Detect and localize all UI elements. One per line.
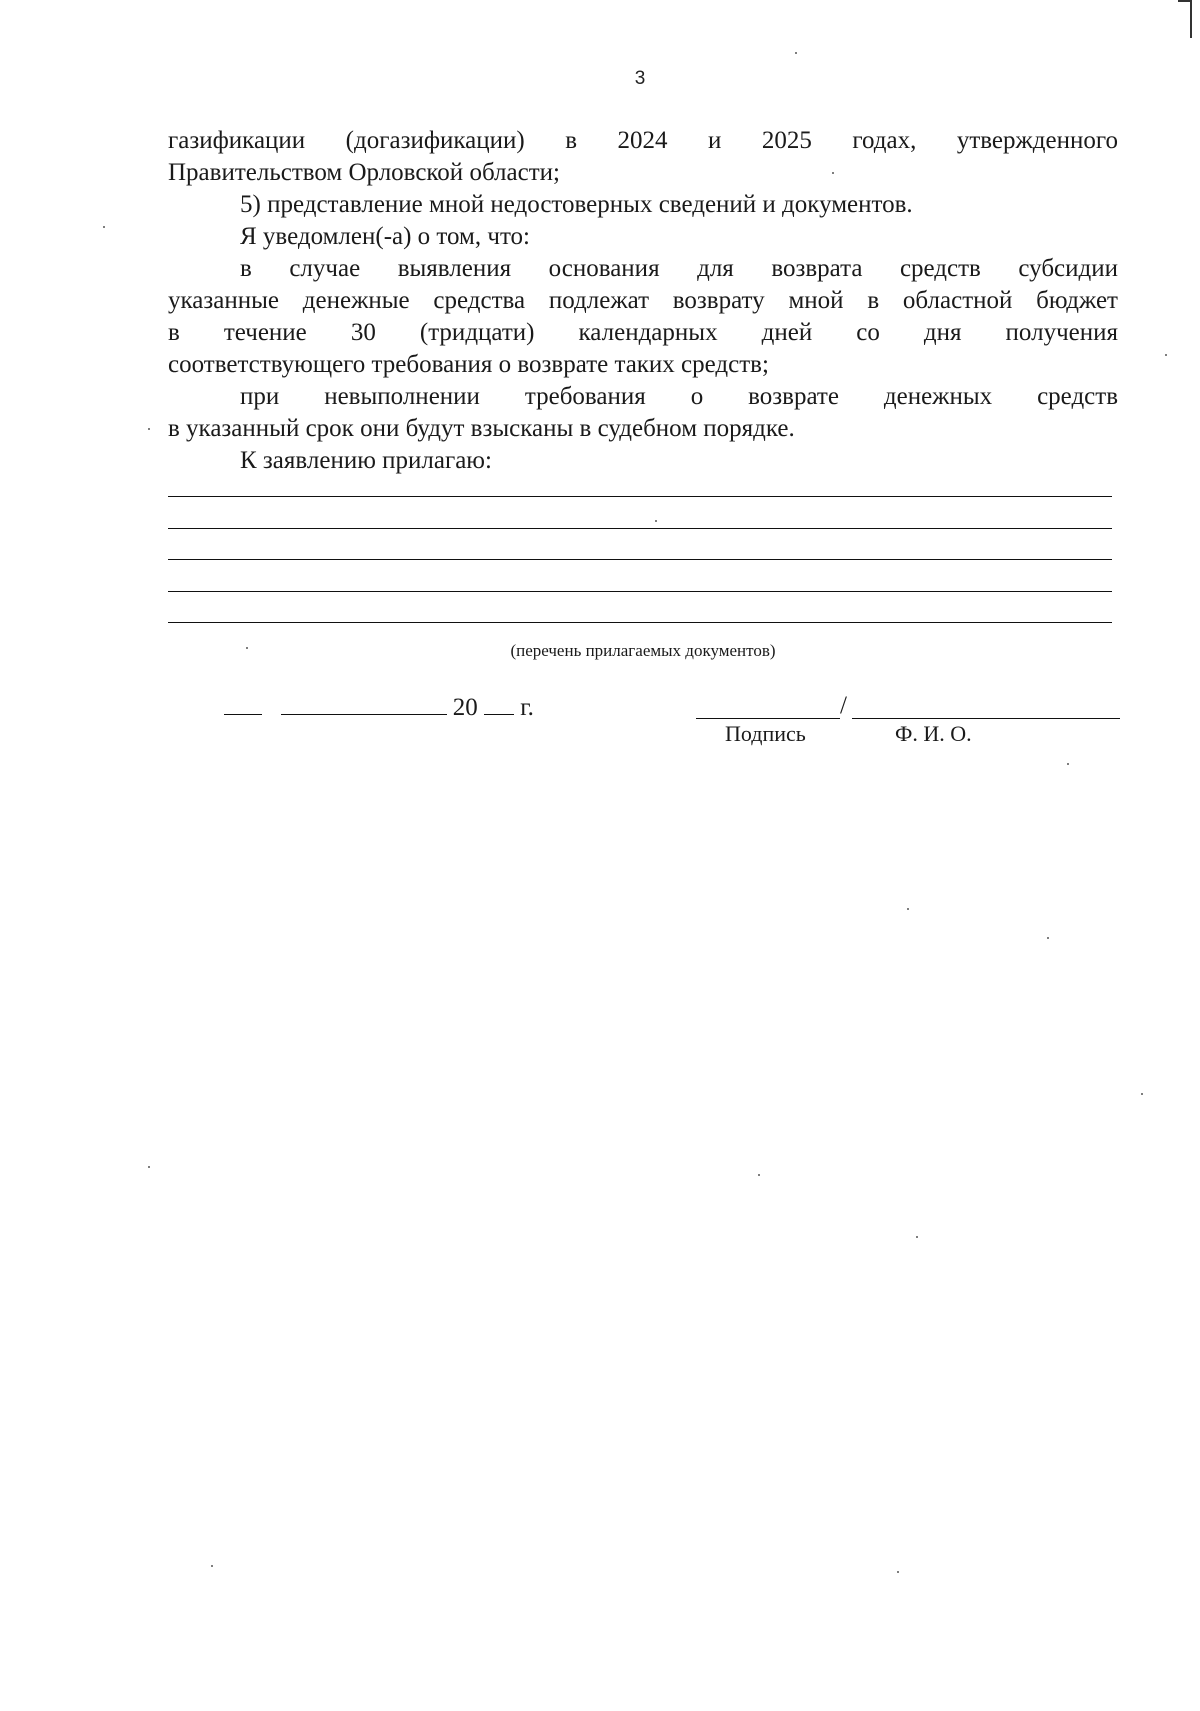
paragraph-line: в случае выявления основания для возврата средств субсидии	[240, 255, 1118, 282]
signature-field	[696, 692, 1120, 722]
paragraph-line: при невыполнении требования о возврате денежных средств	[240, 383, 1118, 410]
attachment-line[interactable]	[168, 559, 1112, 560]
scan-speck	[1141, 1093, 1143, 1095]
year-blank[interactable]	[484, 692, 514, 715]
year-prefix: 20	[452, 694, 478, 721]
attachments-caption: (перечень прилагаемых документов)	[510, 641, 776, 660]
scan-edge-mark	[1178, 0, 1192, 38]
scan-speck	[916, 1236, 918, 1238]
scan-speck	[1165, 354, 1167, 356]
scan-speck	[148, 428, 150, 430]
page-number: 3	[634, 68, 646, 89]
month-blank[interactable]	[281, 692, 447, 715]
attachment-line[interactable]	[168, 496, 1112, 497]
scan-speck	[795, 52, 797, 54]
paragraph-line: Правительством Орловской области;	[168, 159, 560, 186]
scan-speck	[1047, 937, 1049, 939]
day-blank[interactable]	[224, 692, 262, 715]
scan-speck	[1067, 763, 1069, 765]
signature-label: Подпись	[725, 721, 806, 746]
scan-speck	[907, 908, 909, 910]
attachment-line[interactable]	[168, 591, 1112, 592]
scan-speck	[246, 647, 248, 649]
attachment-line[interactable]	[168, 622, 1112, 623]
year-suffix: г.	[520, 694, 534, 721]
attachments-heading: К заявлению прилагаю:	[240, 447, 492, 474]
full-name-label: Ф. И. О.	[895, 721, 972, 746]
notice-heading: Я уведомлен(-а) о том, что:	[240, 223, 530, 250]
signature-separator: /	[840, 692, 847, 719]
document-body	[168, 125, 1118, 477]
scan-speck	[148, 1166, 150, 1168]
paragraph-line: указанные денежные средства подлежат возврату мной в областной бюджет	[168, 287, 1118, 314]
paragraph-line: соответствующего требования о возврате таких средств;	[168, 351, 769, 378]
paragraph-line: в указанный срок они будут взысканы в судебном порядке.	[168, 415, 795, 442]
scan-speck	[897, 1571, 899, 1573]
paragraph-line: в течение 30 (тридцати) календарных дней со дня получения	[168, 319, 1118, 346]
date-field	[224, 692, 534, 722]
full-name-line[interactable]	[852, 718, 1120, 719]
signature-line[interactable]	[696, 718, 840, 719]
scan-speck	[211, 1565, 213, 1567]
scan-speck	[758, 1174, 760, 1176]
scan-speck	[832, 172, 834, 174]
list-item-5: 5) представление мной недостоверных сведений и документов.	[240, 191, 913, 218]
attachments-list-field[interactable]	[168, 496, 1112, 654]
attachment-line[interactable]	[168, 528, 1112, 529]
scan-speck	[103, 226, 105, 228]
paragraph-line: газификации (догазификации) в 2024 и 2025 годах, утвержденного	[168, 127, 1118, 154]
scan-speck	[655, 520, 657, 522]
